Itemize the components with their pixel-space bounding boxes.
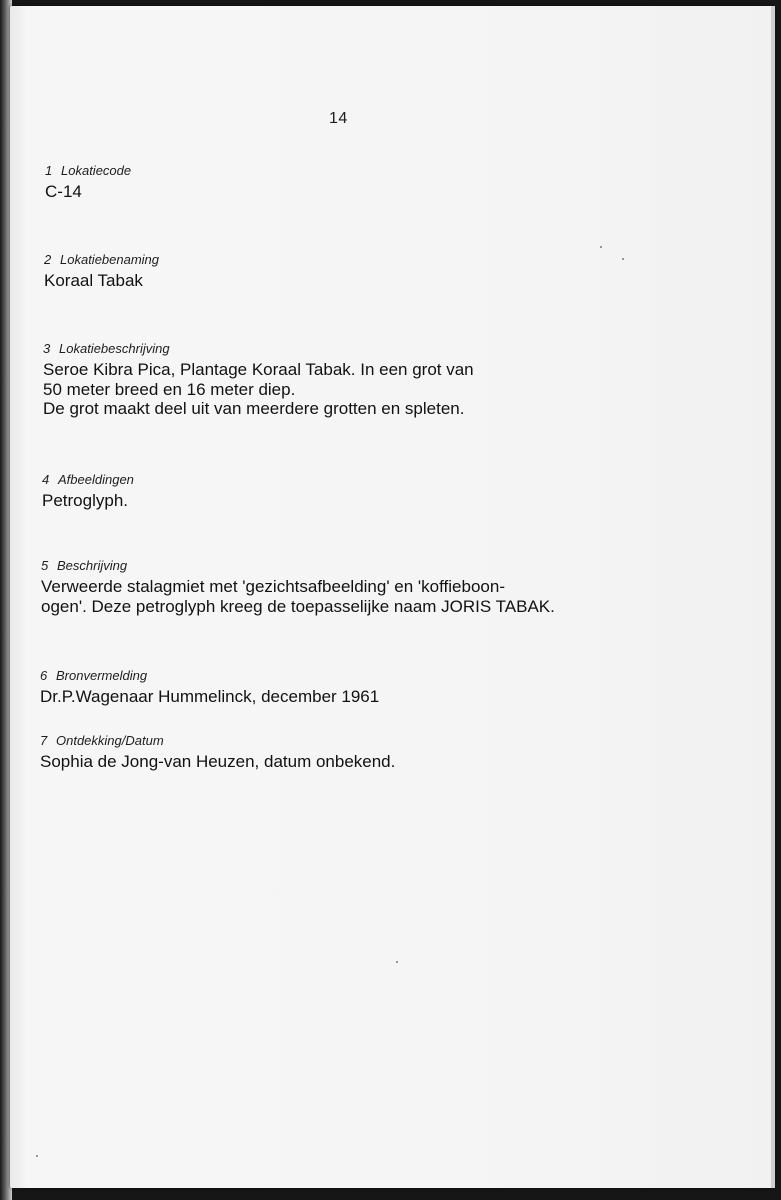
field-number: 1 [45,163,53,178]
field-value-line: Koraal Tabak [44,271,143,290]
field-label-text: Lokatiebenaming [60,252,160,267]
field-number: 4 [42,472,50,487]
field-value [40,687,379,707]
field-label [43,340,474,358]
field-label [42,471,134,489]
field-value-line: ogen'. Deze petroglyph kreeg de toepasselijke naam JORIS TABAK. [41,596,555,616]
field-ontdekking-datum [40,732,395,772]
field-label-text: Lokatiecode [61,163,132,178]
field-number: 5 [41,558,49,573]
field-value-line: Seroe Kibra Pica, Plantage Koraal Tabak. In een grot van [43,360,474,379]
field-label-text: Afbeeldingen [58,472,134,487]
field-value-line: Petroglyph. [42,491,128,510]
page-number: 14 [329,110,348,127]
field-label-text: Beschrijving [57,558,128,573]
field-number: 6 [40,668,48,683]
field-value [44,271,159,291]
paper-speck [36,1155,38,1157]
page-edge [771,6,775,1188]
field-value-line: Dr.P.Wagenaar Hummelinck, december 1961 [40,687,380,706]
field-value [45,182,131,202]
field-afbeeldingen [42,471,134,511]
field-number: 2 [44,252,52,267]
field-bronvermelding [40,667,379,707]
field-label-text: Ontdekking/Datum [56,733,164,748]
paper-speck [622,258,624,260]
field-lokatiebenaming [44,251,159,291]
field-value [43,360,474,419]
field-label [44,251,159,269]
field-number: 3 [43,341,51,356]
field-value [42,491,134,511]
field-label [40,667,379,685]
field-value-line: Verweerde stalagmiet met 'gezichtsafbeelding' en 'koffieboon- [41,577,505,596]
field-beschrijving [41,557,555,616]
field-label [41,557,555,575]
field-value [40,752,395,772]
field-value [41,577,555,616]
paper-speck [600,246,602,248]
field-value-line: Sophia de Jong-van Heuzen, datum onbekend. [40,752,396,771]
field-value-line: De grot maakt deel uit van meerdere grotten en spleten. [43,399,465,418]
paper-speck [396,961,398,963]
field-lokatiebeschrijving [43,340,474,419]
field-label [45,162,131,180]
field-value-line: C-14 [45,182,82,201]
field-number: 7 [40,733,48,748]
field-value-line: 50 meter breed en 16 meter diep. [43,379,296,399]
field-label [40,732,395,750]
field-lokatiecode [45,162,131,202]
field-label-text: Lokatiebeschrijving [59,341,170,356]
field-label-text: Bronvermelding [56,668,148,683]
